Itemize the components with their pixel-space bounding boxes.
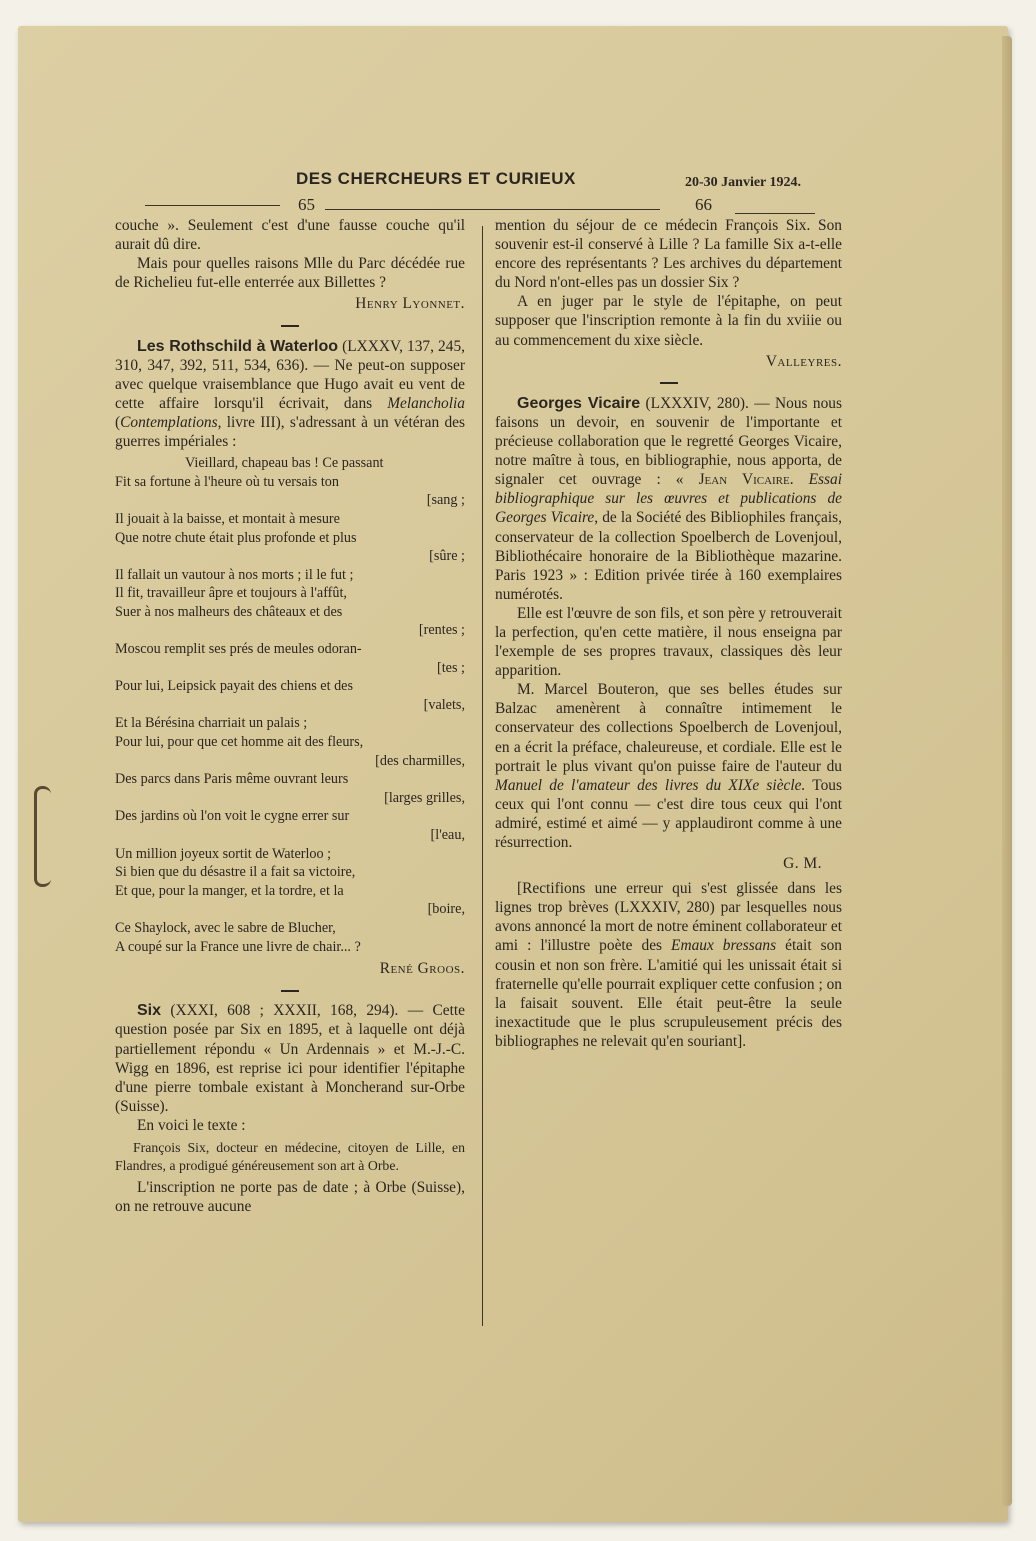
header-rule-left (145, 205, 280, 206)
signature: Valleyres. (765, 352, 842, 370)
article-heading: Georges Vicaire (517, 394, 641, 412)
epitaph-quote: François Six, docteur en médecine, citoyen de Lille, en Flandres, a prodigué généreusement son art à Orbe. (115, 1140, 465, 1173)
paragraph: couche ». Seulement c'est d'une fausse couche qu'il aurait dû dire. (115, 217, 465, 254)
paragraph: En voici le texte : (137, 1116, 246, 1134)
column-divider (482, 226, 483, 1326)
paragraph: A en juger par le style de l'épitaphe, on peut supposer que l'inscription remonte à la fin du xviiie ou au commencement du xixe siècle. (495, 293, 842, 349)
correction-note: [Rectifions une erreur qui s'est glissée dans les lignes trop brèves (LXXXIV, 280) par lesquelles nous avons annoncé la mort de notre éminent collaborateur et ami : l'illustre poète des Emaux bressans était son cousin et non son frère. L'amitié qui les unissait était si fraternelle qu'elle pourrait expliquer cette confusion ; on la faisait souvent. Elle était peut-être la seule inexactitude que le plus scrupuleusement précis des bibliographes ne relevait qu'en souriant]. (495, 880, 842, 1050)
signature: Henry Lyonnet. (355, 295, 465, 313)
article-rothschild: Les Rothschild à Waterloo (LXXXV, 137, 245, 310, 347, 392, 511, 534, 636). — Ne peut-on supposer avec quelque vraisemblance que Hugo avait eu vent de cette affaire lorsqu'il écrivait, dans Melancholia (Contemplations, livre III), s'adressant à un vétéran des guerres impériales : (115, 337, 465, 451)
poem-line: [valets, (423, 696, 465, 713)
journal-title: DES CHERCHEURS ET CURIEUX (296, 169, 576, 188)
poem-line: Il jouait à la baisse, et montait à mesure (115, 510, 340, 527)
poem-line: Suer à nos malheurs des châteaux et des (115, 603, 343, 620)
poem-line: [sang ; (426, 492, 465, 509)
poem-line: Un million joyeux sortit de Waterloo ; (115, 845, 332, 862)
poem-line: Des parcs dans Paris même ouvrant leurs (115, 771, 349, 788)
poem-line: Et que, pour la manger, et la tordre, et la (115, 882, 344, 899)
paragraph: L'inscription ne porte pas de date ; à Orbe (Suisse), on ne retrouve aucune (115, 1179, 465, 1216)
poem-line: [larges grilles, (384, 789, 465, 806)
poem-line: Il fallait un vautour à nos morts ; il le fut ; (115, 566, 354, 583)
signature: G. M. (783, 855, 822, 873)
poem-line: [rentes ; (418, 622, 465, 639)
poem-line: Ce Shaylock, avec le sabre de Blucher, (115, 919, 336, 936)
page-number-left: 65 (298, 195, 315, 214)
article-vicaire: Georges Vicaire (LXXXIV, 280). — Nous nous faisons un devoir, en souvenir de l'importante et précieuse collaboration que le regretté Georges Vicaire, notre maître à tous, en bibliographie, nous apporta, de signaler cet ouvrage : « Jean Vicaire. Essai bibliographique sur les œuvres et publications de Georges Vicaire, de la Société des Bibliophiles français, conservateur de la collection Spoelberch de Lovenjoul, Bibliothécaire honoraire de la Bibliothèque mazarine. Paris 1923 » : Edition privée tirée à 160 exemplaires numérotés. (495, 394, 843, 603)
poem-line: A coupé sur la France une livre de chair... ? (115, 938, 361, 955)
poem-line: Des jardins où l'on voit le cygne errer sur (115, 808, 350, 825)
poem-line: Fit sa fortune à l'heure où tu versais ton (115, 473, 339, 490)
poem-quote (115, 454, 465, 956)
article-heading: Les Rothschild à Waterloo (137, 337, 339, 355)
left-column (115, 216, 465, 1216)
binding-thread (34, 786, 51, 887)
poem-line: Moscou remplit ses prés de meules odoran- (115, 641, 362, 658)
paragraph: Elle est l'œuvre de son fils, et son père y retrouverait la perfection, qu'en cette matière, il nous enseigna par l'exemple de ses propres travaux, classiques dès leur apparition. (495, 604, 842, 680)
poem-line: [tes ; (437, 659, 465, 676)
poem-line: [des charmilles, (375, 752, 465, 769)
header-rule-right (735, 213, 815, 214)
issue-date: 20-30 Janvier 1924. (685, 175, 802, 190)
poem-line: [l'eau, (430, 827, 465, 843)
paragraph: Mais pour quelles raisons Mlle du Parc décédée rue de Richelieu fut-elle enterrée aux Billettes ? (115, 255, 465, 292)
separator (115, 315, 465, 334)
paragraph: mention du séjour de ce médecin François Six. Son souvenir est-il conservé à Lille ? La famille Six a-t-elle encore des représentants ? Les archives du département du Nord n'ont-elles pas un dossier Six ? (495, 217, 842, 292)
right-column (495, 216, 842, 1051)
poem-line: Pour lui, Leipsick payait des chiens et des (115, 678, 353, 695)
poem-line: Vieillard, chapeau bas ! Ce passant (185, 455, 384, 472)
poem-line: Pour lui, pour que cet homme ait des fleurs, (115, 734, 364, 751)
separator (115, 980, 465, 999)
poem-line: Si bien que du désastre il a fait sa victoire, (115, 864, 356, 881)
header-rule-center (325, 209, 660, 210)
poem-line: Et la Bérésina charriait un palais ; (115, 715, 308, 732)
separator (495, 373, 842, 392)
page-edge (1002, 36, 1012, 1506)
paragraph: M. Marcel Bouteron, que ses belles études sur Balzac amenèrent à connaître intimement le conservateur des collections Spoelberch de Lovenjoul, en a écrit la préface, chaleureuse, et cordiale. Elle est le portrait le plus vivant qu'on puisse faire de l'auteur du Manuel de l'amateur des livres du XIXe siècle. Tous ceux qui l'ont connu — c'est dire tous ceux qui l'ont admiré, estimé et aimé — y applaudiront comme à une résurrection. (495, 681, 842, 851)
signature: René Groos. (379, 960, 465, 978)
article-heading: Six (137, 1002, 162, 1020)
poem-line: [sûre ; (429, 548, 465, 565)
poem-line: [boire, (427, 901, 465, 918)
poem-line: Que notre chute était plus profonde et plus (115, 529, 357, 546)
article-six: Six (XXXI, 608 ; XXXII, 168, 294). — Cette question posée par Six en 1895, et à laquelle ont déjà partiellement répondu « Un Ardennais » et M.-J.-C. Wigg en 1896, est reprise ici pour identifier l'épitaphe d'une pierre tombale existant à Moncherand sur-Orbe (Suisse). (115, 1002, 465, 1115)
page-number-right: 66 (695, 195, 712, 214)
poem-line: Il fit, travailleur âpre et toujours à l'affût, (115, 585, 347, 602)
